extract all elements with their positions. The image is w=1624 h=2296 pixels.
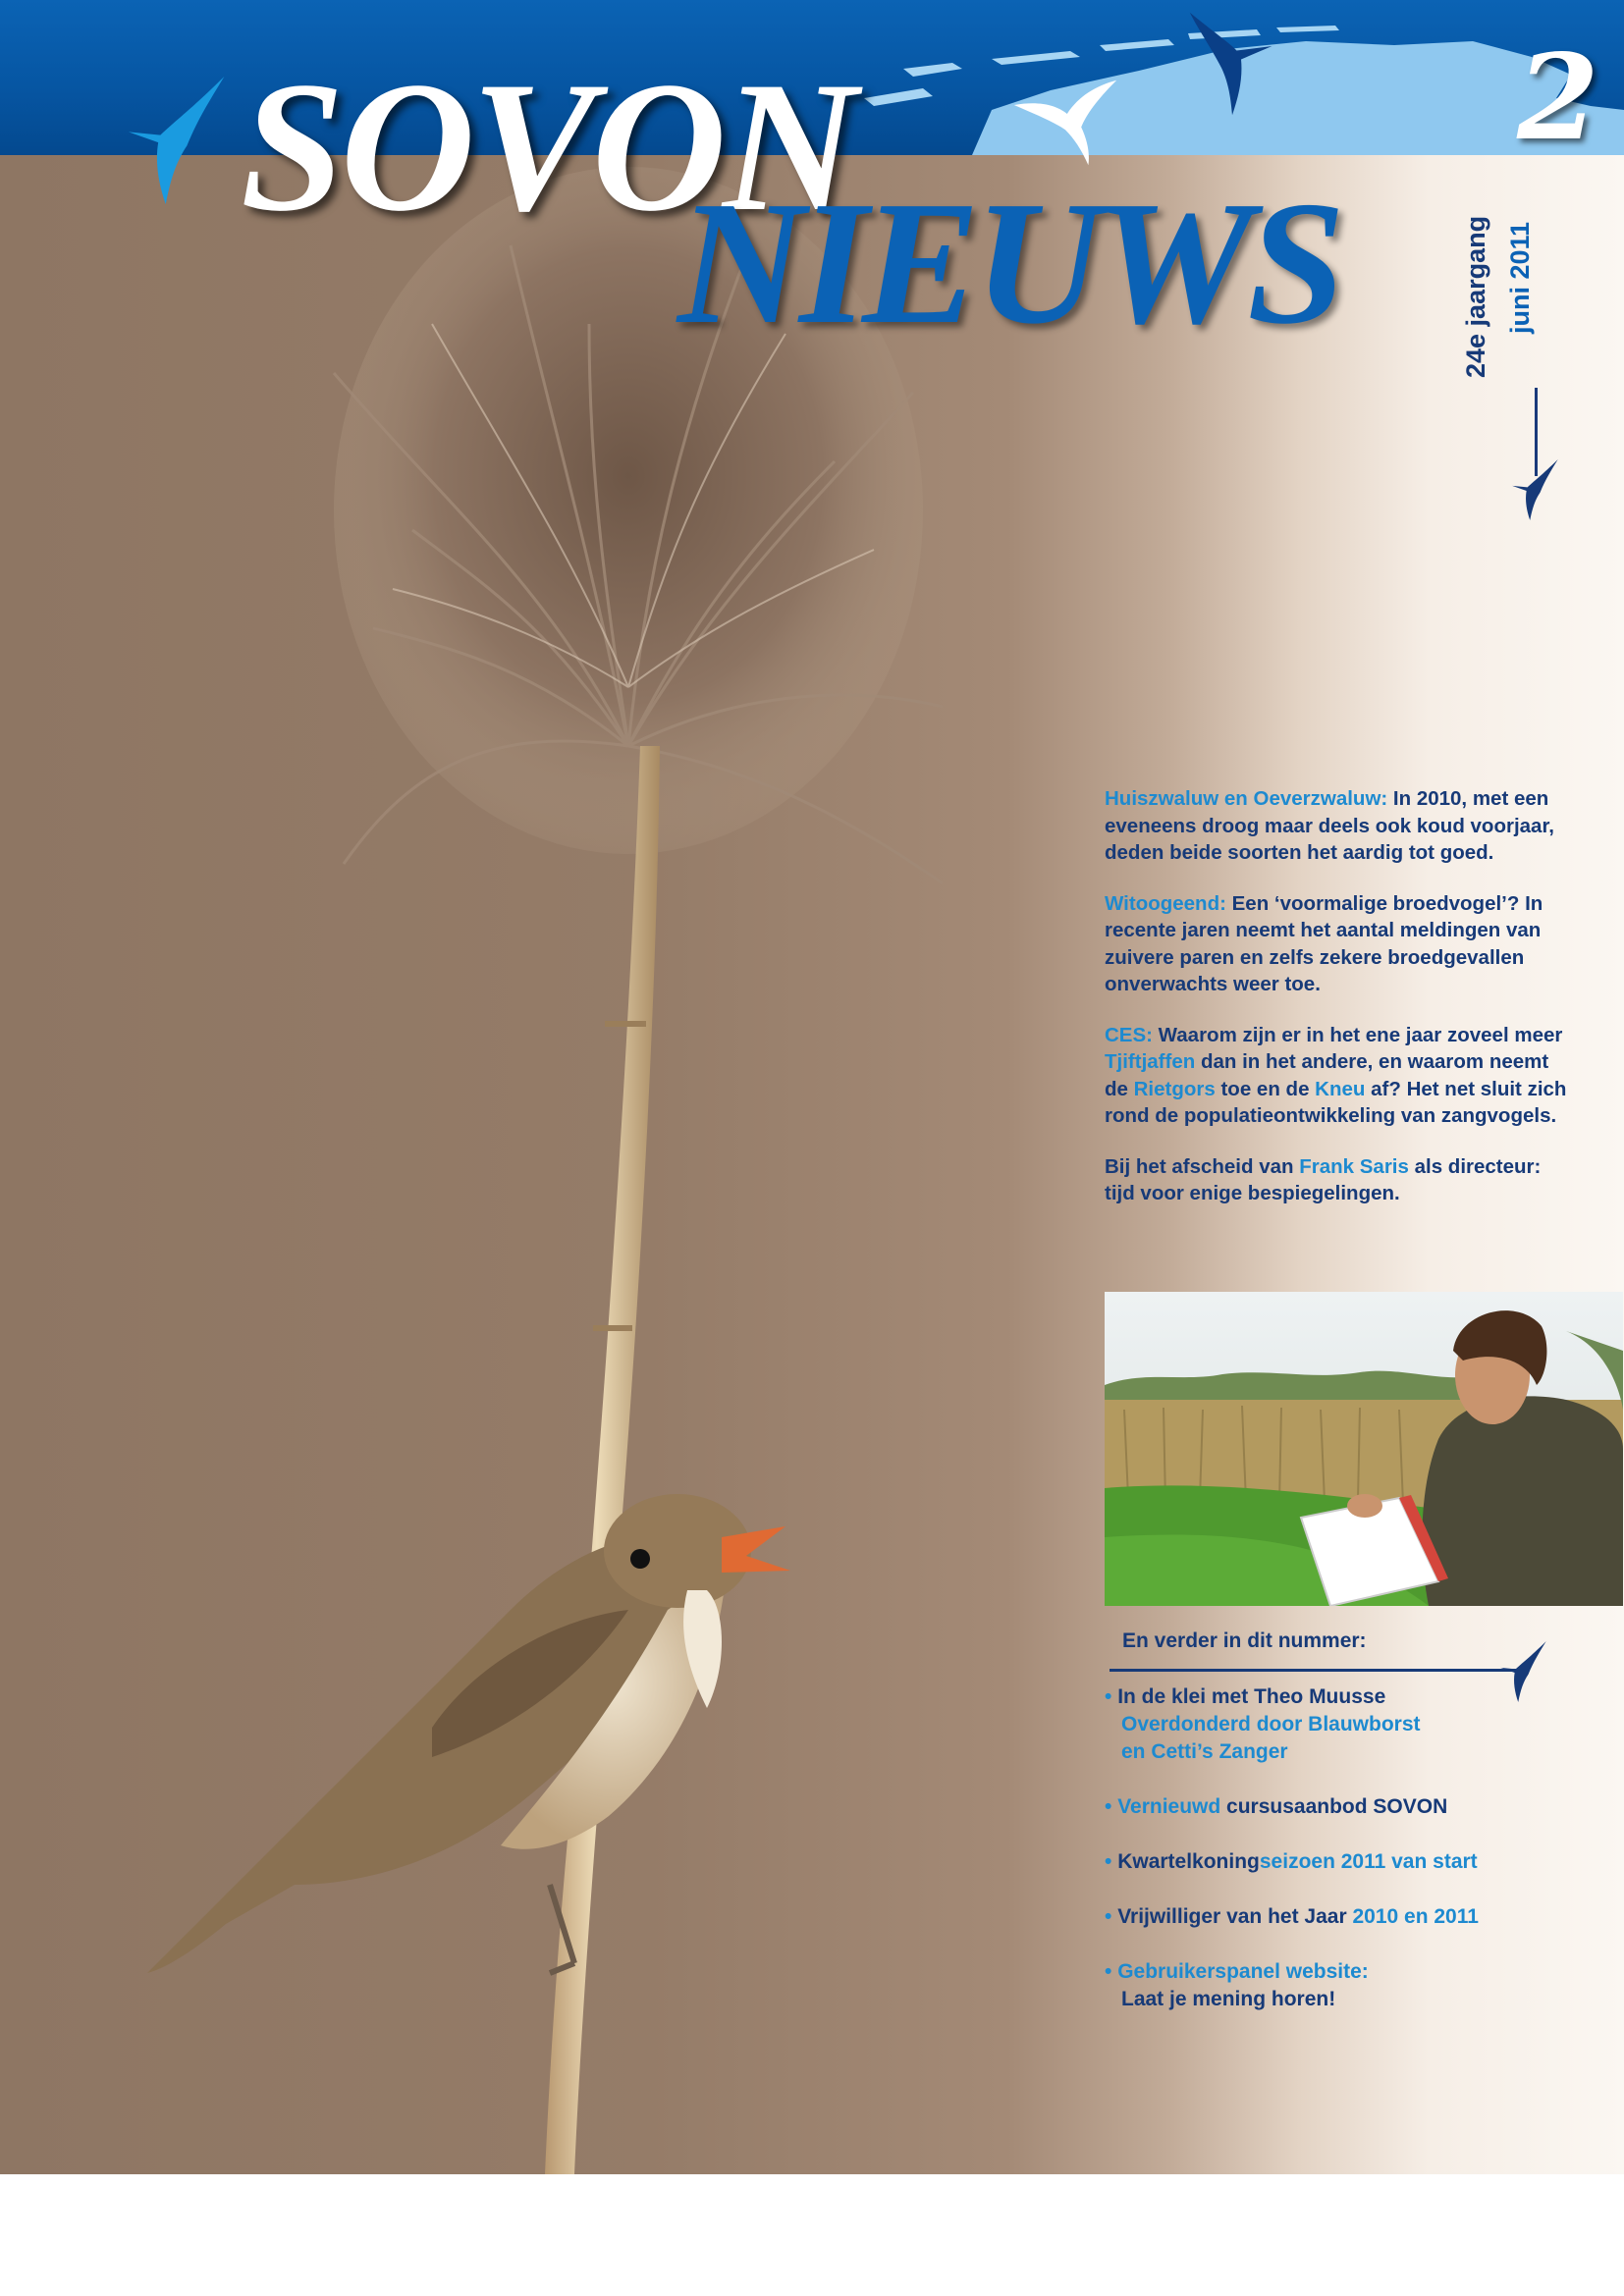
- list-item: • In de klei met Theo Muusse Overdonderd door Blauwborst en Cetti’s Zanger: [1105, 1685, 1421, 1763]
- logo-nieuws: NIEUWS: [677, 165, 1340, 360]
- logo-sovon: SOVON: [241, 44, 854, 250]
- reed-warbler-photo: [0, 155, 1110, 2174]
- list-item: • Vernieuwd cursusaanbod SOVON: [1105, 1795, 1448, 1818]
- teaser-white-eyed-duck: Witoogeend: Een ‘voormalige broedvogel’? In recente jaren neemt het aantal meldingen van zuivere paren en zelfs zekere broedgevallen onverwachts weer toe.: [1105, 891, 1543, 995]
- teaser-ces: CES: Waarom zijn er in het ene jaar zoveel meer Tjiftjaffen dan in het andere, en waarom neemt de Rietgors toe en de Kneu af? Het net sluit zich rond de populatieontwikkeling van zangvogels.: [1105, 1023, 1567, 1127]
- volume-label: 24e jaargang: [1461, 215, 1490, 378]
- list-item: • Gebruikerspanel website: Laat je mening horen!: [1105, 1960, 1369, 2010]
- frank-saris-photo: [1105, 1292, 1623, 1606]
- swallow-flying-icon: [1188, 10, 1276, 118]
- divider-horizontal: [1110, 1669, 1522, 1672]
- article-teasers: [1105, 785, 1576, 1231]
- further-contents-title: En verder in dit nummer:: [1122, 1629, 1367, 1652]
- issue-date: juni 2011: [1505, 221, 1535, 334]
- issue-number: 2: [1517, 28, 1599, 167]
- teaser-farewell: Bij het afscheid van Frank Saris als directeur: tijd voor enige bespiegelingen.: [1105, 1154, 1542, 1204]
- further-contents-list: [1105, 1683, 1566, 2041]
- list-item: • Vrijwilliger van het Jaar 2010 en 2011: [1105, 1905, 1479, 1928]
- list-item: • Kwartelkoningseizoen 2011 van start: [1105, 1850, 1478, 1873]
- swallow-white-icon: [1011, 79, 1119, 167]
- swallow-small-icon: [1512, 459, 1563, 520]
- volume-date: [1463, 196, 1551, 432]
- teaser-swallows: Huiszwaluw en Oeverzwaluw: In 2010, met een eveneens droog maar deels ook koud voorjaar, deden beide soorten het aardig tot goed.: [1105, 787, 1554, 864]
